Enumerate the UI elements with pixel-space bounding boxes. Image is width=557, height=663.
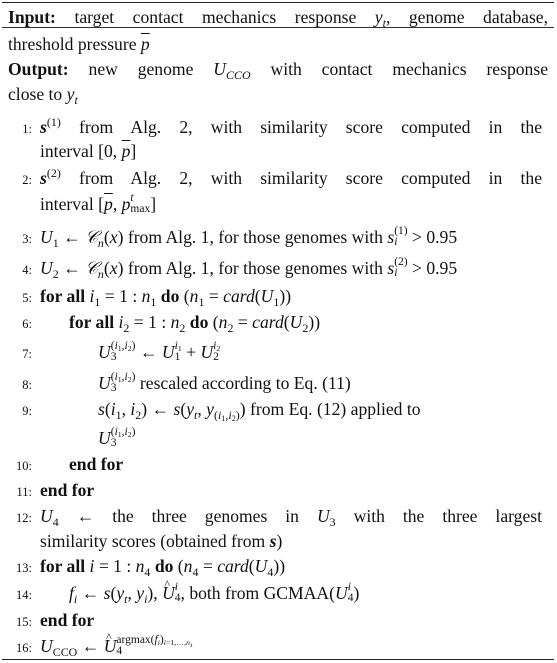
algorithm-box: Input: target contact mechanics response $y_t$, genome database, threshold pressure $\overline{p}$ Output: new genome $U_{CCO}$ with contact mechanics response close to $y_t$ 1: $s^{(1)}$ from Alg. 2, with similarity score computed in the interval [0, $\overline{p}$] 2: $s^{(2)}$ from Alg. 2, with similarity score computed in the interval [$\overline{p}$, p t max ] 3: $U_1$ ← 𝒞$_n$(x) from Alg. 1, for those genomes with s (1) i > 0.95 4: $U_2$ ← 𝒞$_n$(x) from Alg. 1, for those genomes with s (2) i > 0.95 5: for all $i_1 = 1$ : $n_1$ do ($n_1$ = $card(U_1)$) 6: for all $i_2 = 1$ : $n_2$ do ($n_2$ = $card(U_2)$) 7: U $(i_1,i_2)$ 3 ← U $i_1$ 1 + U $i_2$ 2 8: U $(i_1,i_2)$ 3 rescaled according to Eq. (11) 9: $s(i_1$, $i_2$) ← $s(y_t$, $y_{(i_1,i_2)}$) from Eq. (12) applied to U $(i_1,i_2)$ 3 10: end for 11: end for 12: $U_4$ ← the three genomes in $U_3$ with the three largest similarity scores (obtained from s) 13: for all i = 1 : $n_4$ do ($n_4$ = $card(U_4)$) 14: $f_i$ ← $s(y_t$, $y_i$), ^ U i 4 , both from GCMAA(U i 4 ) 15: end for 16: $U_{CCO}$ ← ^ U $argmax(f_i)_{i=1,\dots,n_4}$ 4 <box>2 2 554 660</box>
input-line-2: threshold pressure $\overline{p}$ <box>8 34 150 54</box>
input-line: Input: target contact mechanics response $y_t$, genome database, <box>8 7 548 30</box>
output-line: Output: new genome $U_{CCO}$ with contact mechanics response <box>8 59 549 82</box>
input-label: Input: <box>8 7 56 27</box>
output-label: Output: <box>8 59 69 79</box>
output-line-2: close to $y_t$ <box>8 84 78 107</box>
